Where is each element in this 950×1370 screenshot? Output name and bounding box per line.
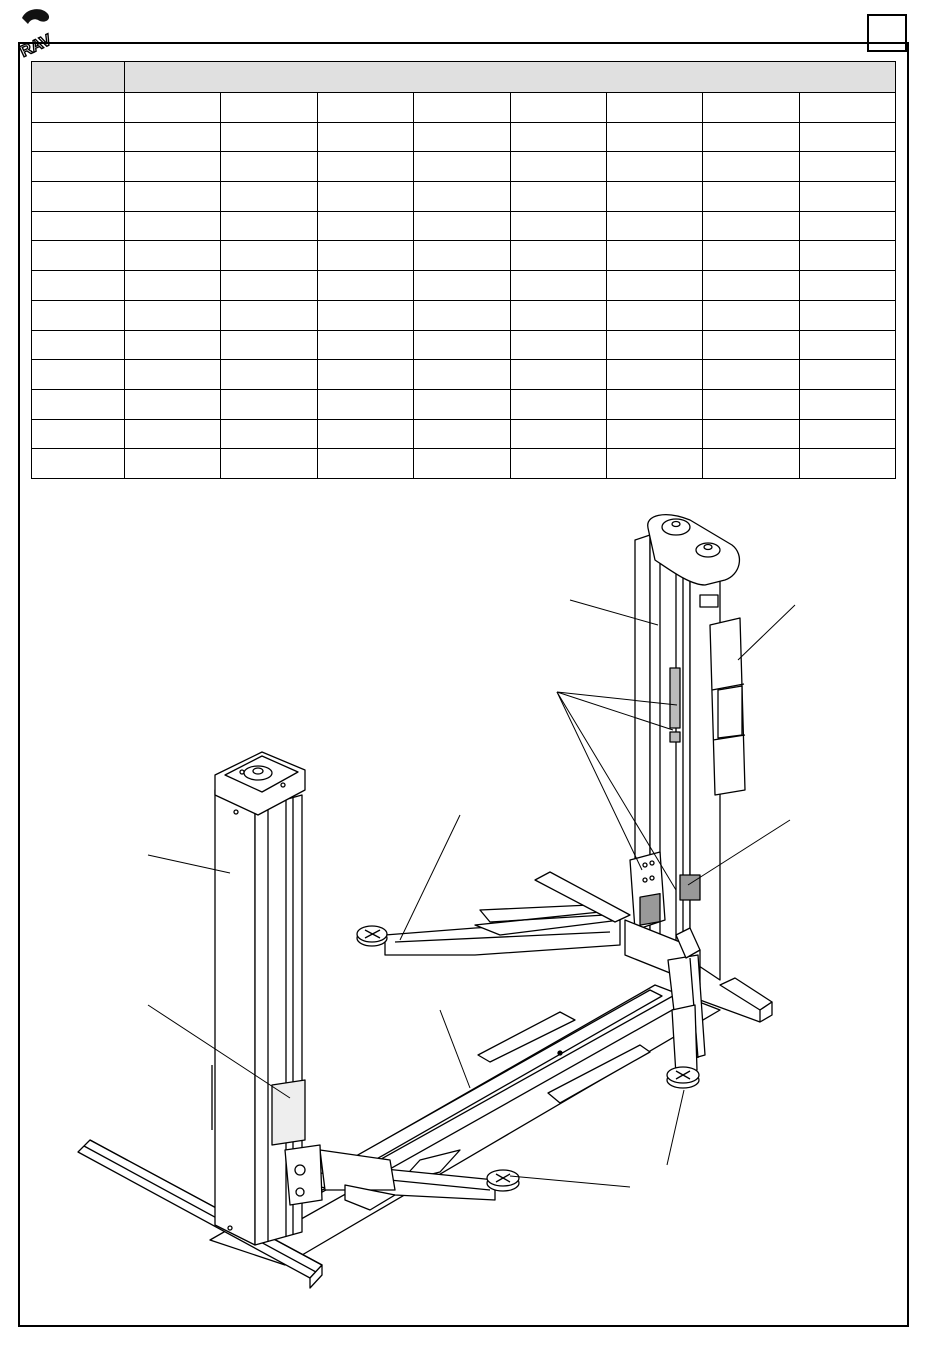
table-cell <box>32 241 125 271</box>
table-cell <box>799 300 895 330</box>
table-cell <box>32 211 125 241</box>
table-row <box>32 330 896 360</box>
table-cell <box>799 360 895 390</box>
table-cell <box>414 330 510 360</box>
table-cell <box>703 389 799 419</box>
table-cell <box>221 93 317 123</box>
table-cell <box>703 122 799 152</box>
table-header-cell <box>125 62 896 93</box>
table-cell <box>317 152 413 182</box>
table-cell <box>606 419 702 449</box>
table-cell <box>32 300 125 330</box>
table-cell <box>799 241 895 271</box>
table-cell <box>317 182 413 212</box>
table-cell <box>606 330 702 360</box>
table-cell <box>125 211 221 241</box>
table-row <box>32 419 896 449</box>
table-cell <box>799 389 895 419</box>
table-cell <box>799 449 895 479</box>
table-cell <box>221 300 317 330</box>
table-cell <box>606 389 702 419</box>
table-header-row <box>32 62 896 93</box>
table-cell <box>510 152 606 182</box>
table-cell <box>125 271 221 301</box>
table-cell <box>606 122 702 152</box>
table-cell <box>510 300 606 330</box>
table-row <box>32 122 896 152</box>
table-cell <box>221 211 317 241</box>
table-cell <box>703 93 799 123</box>
table-row <box>32 152 896 182</box>
table-cell <box>317 122 413 152</box>
table-cell <box>32 419 125 449</box>
table-cell <box>703 449 799 479</box>
table-cell <box>125 449 221 479</box>
table-row <box>32 241 896 271</box>
table-cell <box>125 300 221 330</box>
table-cell <box>32 93 125 123</box>
table-cell <box>125 152 221 182</box>
table-cell <box>606 271 702 301</box>
table-cell <box>317 419 413 449</box>
table-cell <box>799 182 895 212</box>
table-cell <box>799 271 895 301</box>
table-cell <box>221 330 317 360</box>
table-cell <box>703 300 799 330</box>
table-row <box>32 360 896 390</box>
table-cell <box>32 122 125 152</box>
table-cell <box>221 152 317 182</box>
table-cell <box>32 389 125 419</box>
table-cell <box>606 241 702 271</box>
table-cell <box>32 152 125 182</box>
table-cell <box>414 271 510 301</box>
table-cell <box>703 271 799 301</box>
table-cell <box>414 152 510 182</box>
table-cell <box>510 211 606 241</box>
table-cell <box>510 419 606 449</box>
table-cell <box>799 122 895 152</box>
table-cell <box>414 241 510 271</box>
table-cell <box>703 330 799 360</box>
table-cell <box>799 419 895 449</box>
table-cell <box>703 419 799 449</box>
table-cell <box>125 330 221 360</box>
table-cell <box>799 93 895 123</box>
table-cell <box>32 182 125 212</box>
table-cell <box>510 241 606 271</box>
table-cell <box>125 419 221 449</box>
table-cell <box>799 330 895 360</box>
table-cell <box>317 449 413 479</box>
table-cell <box>125 182 221 212</box>
table-row <box>32 211 896 241</box>
table-cell <box>414 389 510 419</box>
logo-text: RAV <box>17 31 55 61</box>
table-cell <box>125 122 221 152</box>
table-cell <box>606 449 702 479</box>
table-cell <box>703 360 799 390</box>
table-cell <box>414 122 510 152</box>
table-cell <box>221 449 317 479</box>
table-row <box>32 93 896 123</box>
table-cell <box>414 419 510 449</box>
table-cell <box>221 241 317 271</box>
table-row <box>32 300 896 330</box>
table-cell <box>125 360 221 390</box>
table-cell <box>317 93 413 123</box>
table-row <box>32 182 896 212</box>
table-cell <box>414 360 510 390</box>
table-cell <box>414 449 510 479</box>
table-cell <box>510 93 606 123</box>
table-row <box>32 389 896 419</box>
table-cell <box>606 182 702 212</box>
right-column <box>630 515 745 980</box>
spec-table <box>31 61 896 479</box>
table-cell <box>317 389 413 419</box>
table-cell <box>510 182 606 212</box>
table-cell <box>32 271 125 301</box>
table-row <box>32 449 896 479</box>
table-cell <box>32 449 125 479</box>
table-cell <box>221 182 317 212</box>
table-cell <box>703 211 799 241</box>
table-cell <box>414 182 510 212</box>
table-cell <box>510 389 606 419</box>
lift-drawing <box>0 480 950 1330</box>
table-cell <box>510 360 606 390</box>
rear-right-arm <box>357 872 630 955</box>
table-cell <box>32 360 125 390</box>
table-cell <box>799 152 895 182</box>
table-cell <box>606 300 702 330</box>
table-cell <box>221 419 317 449</box>
table-cell <box>510 330 606 360</box>
table-cell <box>317 271 413 301</box>
table-cell <box>414 211 510 241</box>
table-cell <box>703 241 799 271</box>
table-cell <box>32 330 125 360</box>
table-row <box>32 271 896 301</box>
table-cell <box>221 360 317 390</box>
table-cell <box>510 449 606 479</box>
table-header-cell <box>32 62 125 93</box>
table-cell <box>317 330 413 360</box>
table-cell <box>125 241 221 271</box>
table-cell <box>414 300 510 330</box>
table-cell <box>510 122 606 152</box>
table-cell <box>414 93 510 123</box>
table-cell <box>125 93 221 123</box>
table-cell <box>317 360 413 390</box>
table-cell <box>125 389 221 419</box>
table-cell <box>221 122 317 152</box>
table-cell <box>221 271 317 301</box>
table-cell <box>317 300 413 330</box>
table-cell <box>317 241 413 271</box>
table-cell <box>606 360 702 390</box>
table-cell <box>317 211 413 241</box>
table-cell <box>703 182 799 212</box>
table-cell <box>510 271 606 301</box>
table-cell <box>606 211 702 241</box>
table-cell <box>221 389 317 419</box>
table-cell <box>606 152 702 182</box>
table-cell <box>799 211 895 241</box>
table-cell <box>606 93 702 123</box>
table-cell <box>703 152 799 182</box>
